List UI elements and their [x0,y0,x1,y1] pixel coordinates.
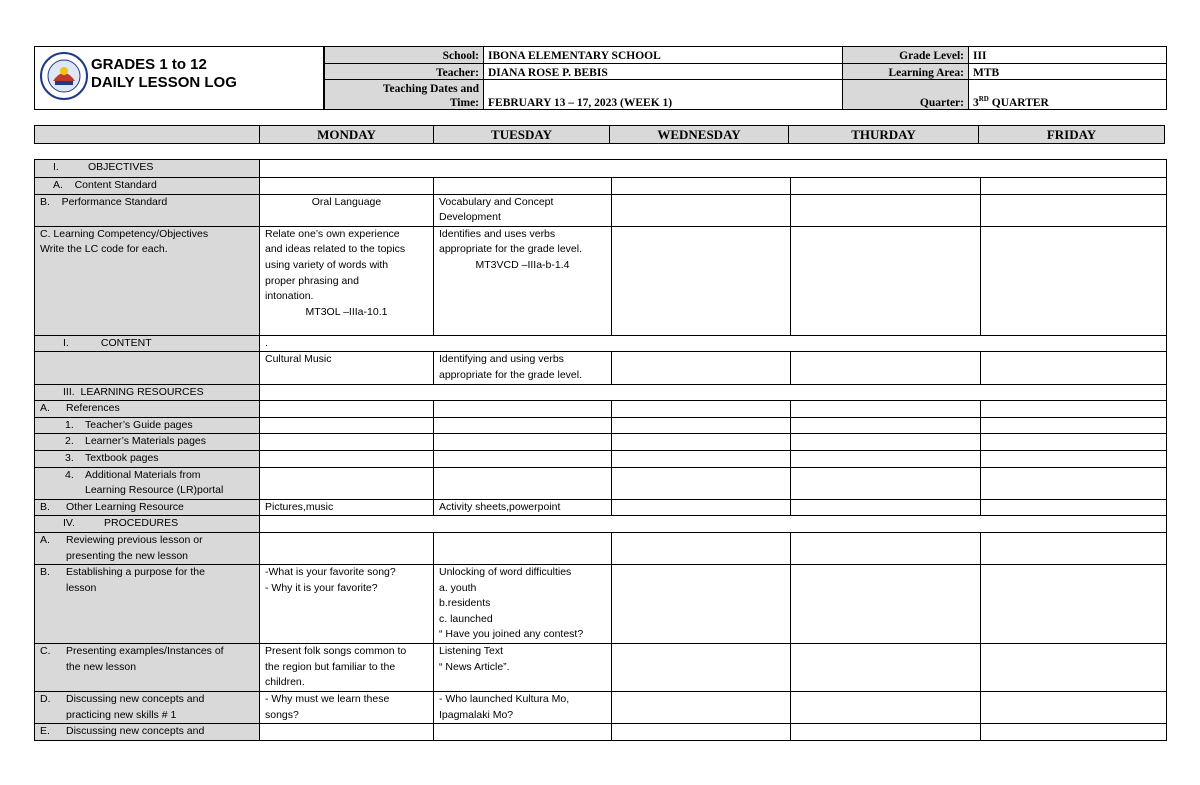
other-resource-monday: Pictures,music [260,499,434,516]
learning-resources-heading: III. LEARNING RESOURCES [35,384,260,401]
procedure-b-tuesday: Unlocking of word difficulties a. youth b.residents c. launched “ Have you joined any contest? [434,565,612,644]
procedure-c-monday: Present folk songs common to the region but familiar to the children. [260,644,434,692]
grade-level-value: III [969,47,1166,64]
day-tuesday: TUESDAY [434,126,610,143]
table-row [35,384,1167,401]
table-row [35,194,1167,226]
table-row [35,467,1167,499]
content-standard-label: A. Content Standard [35,178,260,195]
competency-monday: Relate one’s own experience and ideas related to the topics using variety of words with proper phrasing and intonation. MT3OL –IIIa-10.1 [260,226,434,335]
performance-tuesday: Vocabulary and Concept Development [434,194,612,226]
lesson-log-table [34,159,1167,741]
objectives-heading: I. OBJECTIVES [35,160,260,178]
procedure-c-label: C. Presenting examples/Instances of the new lesson [35,644,260,692]
table-row [35,352,1167,384]
lc-code-tuesday: MT3VCD –IIIa-b-1.4 [475,258,570,271]
procedure-d-tuesday: - Who launched Kultura Mo, Ipagmalaki Mo? [434,692,612,724]
procedure-d-monday: - Why must we learn these songs? [260,692,434,724]
table-row [35,565,1167,644]
table-row [35,335,1167,352]
content-tuesday: Identifying and using verbs appropriate for the grade level. [434,352,612,384]
table-row [35,692,1167,724]
table-row [35,532,1167,564]
table-row [35,226,1167,335]
procedures-heading: IV. PROCEDURES [35,516,260,533]
weekday-header-blank [35,126,260,143]
procedure-e-label: E. Discussing new concepts and [35,724,260,741]
quarter-label: Quarter: [843,80,969,109]
procedure-b-monday: -What is your favorite song? - Why it is your favorite? [260,565,434,644]
lc-code-monday: MT3OL –IIIa-10.1 [305,305,388,318]
grade-level-label: Grade Level: [843,47,969,64]
procedure-a-label: A. Reviewing previous lesson or presenting the new lesson [35,532,260,564]
header-title-box [34,46,324,110]
teacher-value: DIANA ROSE P. BEBIS [484,64,843,80]
deped-seal-icon [39,51,89,101]
table-row [35,434,1167,451]
table-row [35,160,1167,178]
learning-competency-label: C. Learning Competency/Objectives Write the LC code for each. [35,226,260,335]
competency-tuesday: Identifies and uses verbs appropriate for the grade level. MT3VCD –IIIa-b-1.4 [434,226,612,335]
performance-standard-label: B. Performance Standard [35,194,260,226]
procedure-b-label: B. Establishing a purpose for the lesson [35,565,260,644]
learning-area-label: Learning Area: [843,64,969,80]
form-title [91,56,237,92]
other-resource-label: B. Other Learning Resource [35,499,260,516]
table-row [35,644,1167,692]
table-row [35,417,1167,434]
form-title-line1: GRADES 1 to 12 [91,56,207,73]
table-row [35,516,1167,533]
procedure-c-tuesday: Listening Text “ News Article”. [434,644,612,692]
school-value: IBONA ELEMENTARY SCHOOL [484,47,843,64]
table-row [35,401,1167,418]
learning-area-value: MTB [969,64,1166,80]
table-row [35,450,1167,467]
teaching-dates-value: FEBRUARY 13 – 17, 2023 (WEEK 1) [484,80,843,109]
table-row [35,178,1167,195]
school-label: School: [325,47,484,64]
content-heading: I. CONTENT [35,335,260,352]
content-dot: . [260,335,1167,352]
day-monday: MONDAY [260,126,434,143]
textbook-pages-label: 3. Textbook pages [35,450,260,467]
table-row [35,724,1167,741]
day-wednesday: WEDNESDAY [610,126,789,143]
references-label: A. References [35,401,260,418]
other-resource-tuesday: Activity sheets,powerpoint [434,499,612,516]
form-title-line2: DAILY LESSON LOG [91,74,237,91]
quarter-value: 3RD QUARTER [973,95,1049,109]
teachers-guide-label: 1. Teacher’s Guide pages [35,417,260,434]
header-info-grid [324,46,1167,110]
performance-monday: Oral Language [260,194,434,226]
day-friday: FRIDAY [1046,127,1097,142]
content-monday: Cultural Music [260,352,434,384]
table-row [35,499,1167,516]
day-thursday: THURDAY [789,126,979,143]
weekday-header-row [34,125,1165,144]
teacher-label: Teacher: [325,64,484,80]
procedure-d-label: D. Discussing new concepts and practicing new skills # 1 [35,692,260,724]
learners-materials-label: 2. Learner’s Materials pages [35,434,260,451]
additional-materials-label: 4. Additional Materials from Learning Resource (LR)portal [35,467,260,499]
teaching-dates-label: Teaching Dates and Time: [325,80,484,109]
